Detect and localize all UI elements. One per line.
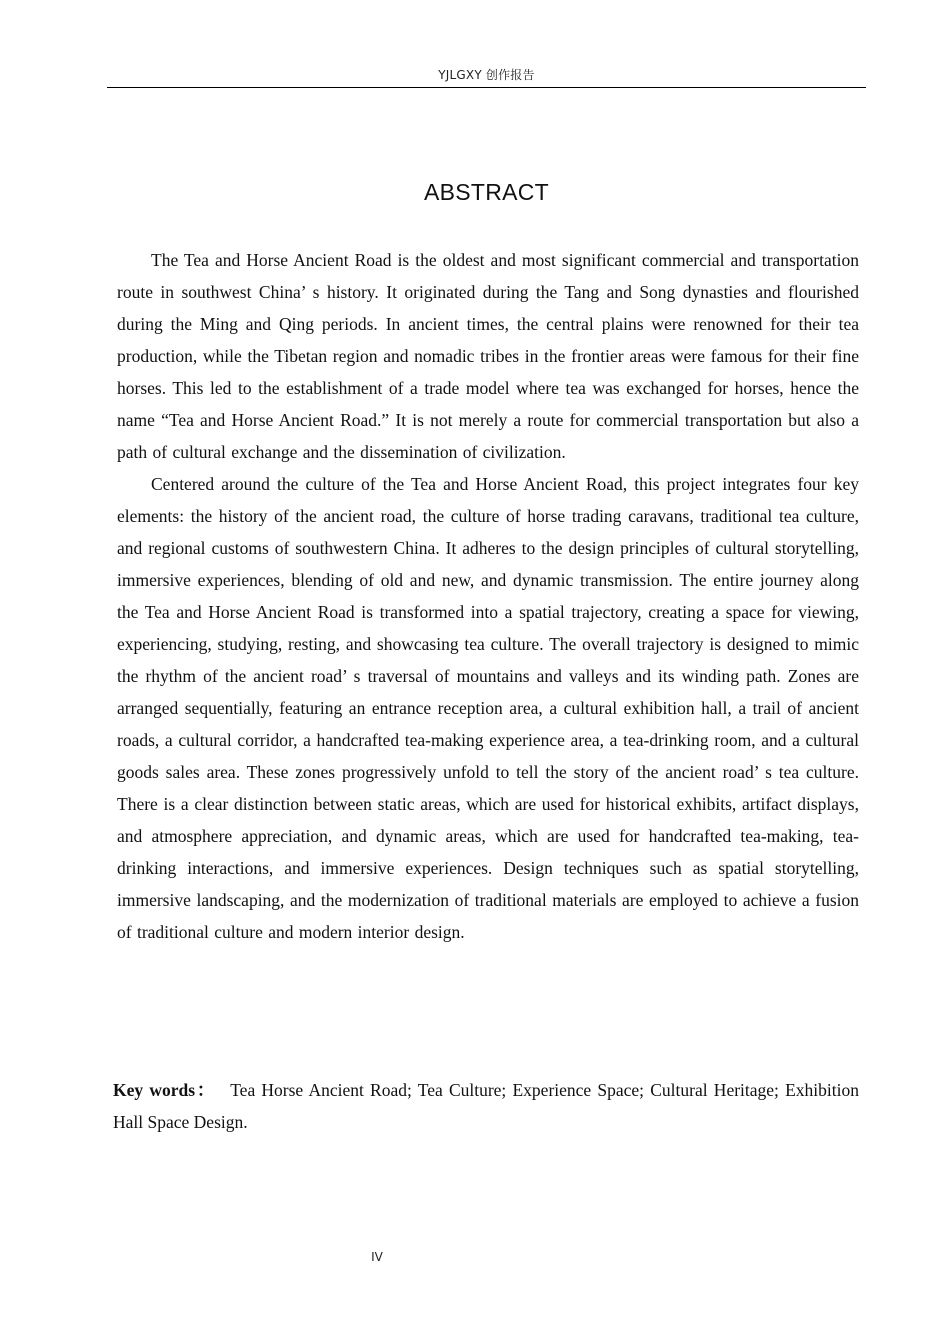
page-number: IV [371,1250,383,1264]
keywords-label: Key words： [113,1080,217,1100]
header-divider [107,87,866,88]
abstract-body [117,244,859,948]
abstract-paragraph-2: Centered around the culture of the Tea and Horse Ancient Road, this project integrates four key elements: the history of the ancient road, the culture of horse trading caravans, traditional tea culture, and regional customs of southwestern China. It adheres to the design principles of cultural storytelling, immersive experiences, blending of old and new, and dynamic transmission. The entire journey along the Tea and Horse Ancient Road is transformed into a spatial trajectory, creating a space for viewing, experiencing, studying, resting, and showcasing tea culture. The overall trajectory is designed to mimic the rhythm of the ancient road’ s traversal of mountains and valleys and its winding path. Zones are arranged sequentially, featuring an entrance reception area, a cultural exhibition hall, a trail of ancient roads, a cultural corridor, a handcrafted tea-making experience area, a tea-drinking room, and a cultural goods sales area. These zones progressively unfold to tell the story of the ancient road’ s tea culture. There is a clear distinction between static areas, which are used for historical exhibits, artifact displays, and atmosphere appreciation, and dynamic areas, which are used for handcrafted tea-making, tea-drinking interactions, and immersive experiences. Design techniques such as spatial storytelling, immersive landscaping, and the modernization of traditional materials are employed to achieve a fusion of traditional culture and modern interior design. [117,474,859,942]
keywords-section [113,1074,859,1138]
running-header: YJLGXY 创作报告 [438,68,535,82]
abstract-title: ABSTRACT [423,179,550,205]
abstract-paragraph-1: The Tea and Horse Ancient Road is the oldest and most significant commercial and transportation route in southwest China’ s history. It originated during the Tang and Song dynasties and flourished during the Ming and Qing periods. In ancient times, the central plains were renowned for their tea production, while the Tibetan region and nomadic tribes in the frontier areas were famous for their fine horses. This led to the establishment of a trade model where tea was exchanged for horses, hence the name “Tea and Horse Ancient Road.” It is not merely a route for commercial transportation but also a path of cultural exchange and the dissemination of civilization. [117,250,859,462]
keywords-text: Tea Horse Ancient Road; Tea Culture; Experience Space; Cultural Heritage; Exhibition Hall Space Design. [113,1080,860,1132]
